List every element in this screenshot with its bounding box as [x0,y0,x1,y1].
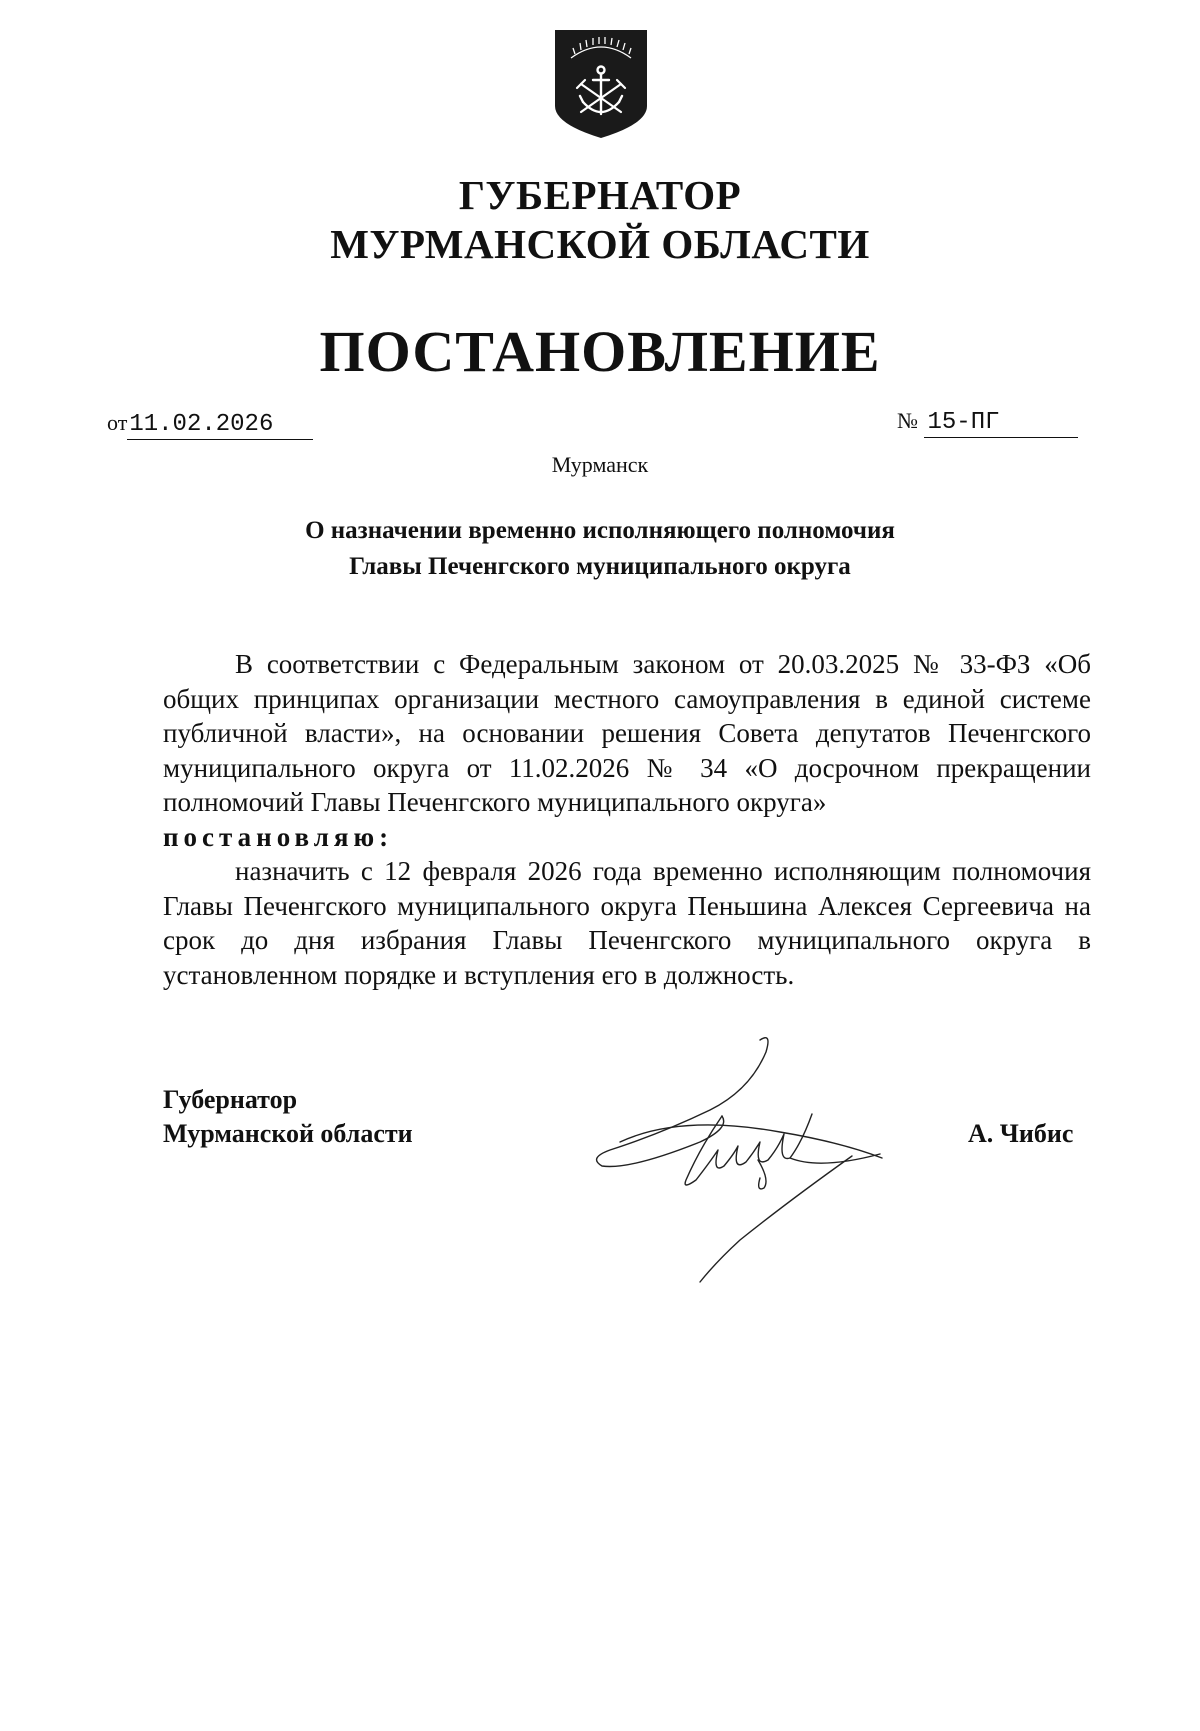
date-value: 11.02.2026 [127,411,313,440]
document-date [107,408,313,440]
body-paragraph-1: В соответствии с Федеральным законом от 20.03.2025 № 33-ФЗ «Об общих принципах организации местного самоуправления в единой системе публичной власти», на основании решения Совета депутатов Печенгского муниципального округа от 11.02.2026 № 34 «О досрочном прекращении полномочий Главы Печенгского муниципального округа» [163,649,1091,817]
decree-word: постановляю: [163,821,394,852]
coat-of-arms-icon [553,28,649,140]
document-city: Мурманск [551,452,649,477]
org-title-line2: МУРМАНСКОЙ ОБЛАСТИ [330,221,870,267]
document-type: ПОСТАНОВЛЕНИЕ [319,319,881,384]
signatory-position-line1: Губернатор [163,1085,298,1114]
subject-line2: Главы Печенгского муниципального округа [349,553,851,580]
document-number [897,406,1078,438]
subject-line1: О назначении временно исполняющего полномочия [305,517,895,544]
number-prefix: № [897,408,918,433]
body-paragraph-2: назначить с 12 февраля 2026 года временно исполняющим полномочия Главы Печенгского муниципального округа Пеньшина Алексея Сергеевича на срок до дня избрания Главы Печенгского муниципального округа в установленном порядке и вступления его в должность. [163,856,1091,990]
date-prefix: от [107,410,128,435]
document-subject [0,513,1200,585]
handwritten-signature-icon [590,1030,890,1290]
signatory-position [163,1083,413,1151]
org-title-line1: ГУБЕРНАТОР [458,172,742,218]
signatory-name: А. Чибис [968,1119,1074,1148]
number-value: 15-ПГ [924,409,1078,438]
document-body [163,647,1091,992]
signatory-position-line2: Мурманской области [163,1119,413,1148]
